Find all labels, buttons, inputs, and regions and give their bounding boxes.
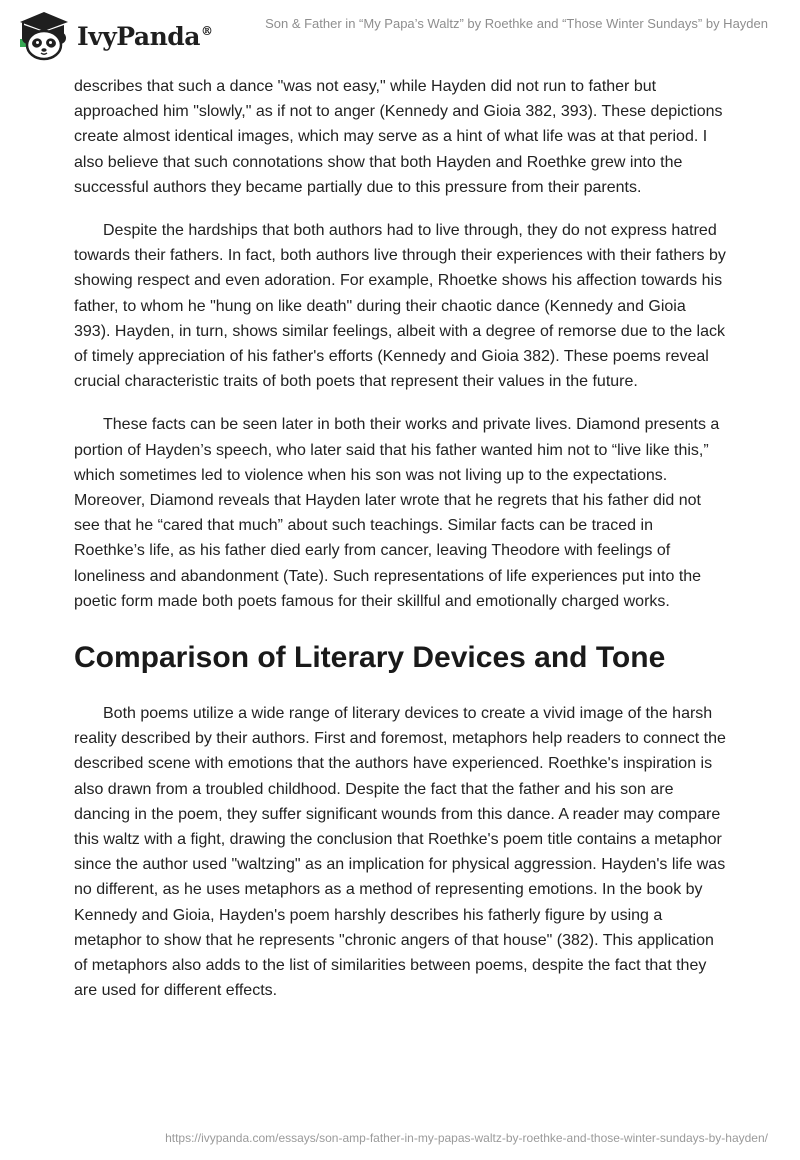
essay-content: [74, 74, 726, 1022]
document-title: Son & Father in “My Papa’s Waltz” by Roethke and “Those Winter Sundays” by Hayden: [265, 16, 768, 31]
paragraph: These facts can be seen later in both their works and private lives. Diamond presents a portion of Hayden’s speech, who later said that his father wanted him not to “live like this,” which sometimes led to violence when his son was not living up to the expectations. Moreover, Diamond reveals that Hayden later wrote that he regrets that his father did not see that he “cared that much” about such teachings. Similar facts can be traced in Roethke’s life, as his father died early from cancer, leaving Theodore with feelings of loneliness and abandonment (Tate). Such representations of life experiences put into the poetic form made both poets famous for their skillful and emotionally charged works.: [74, 416, 720, 610]
registered-mark: ®: [200, 24, 213, 39]
paragraph: Despite the hardships that both authors had to live through, they do not express hatred towards their fathers. In fact, both authors live through their experiences with their fathers by showing respect and even adoration. For example, Rhoetke shows his affection towards his father, to whom he "hung on like death" during their chaotic dance (Kennedy and Gioia 393). Hayden, in turn, shows similar feelings, albeit with a degree of remorse due to the lack of timely appreciation of his father's efforts (Kennedy and Gioia 382). These poems reveal crucial characteristic traits of both poets that represent their values in the future.: [74, 222, 726, 391]
brand-name: IvyPanda®: [77, 21, 213, 51]
paragraph-continued: describes that such a dance "was not easy," while Hayden did not run to father but approached him "slowly," as if not to anger (Kennedy and Gioia 382, 393). These depictions create almost identical images, which may serve as a hint of what life was at that period. I also believe that such connotations show that both Hayden and Roethke grew into the successful authors they became partially due to this pressure from their parents.: [74, 78, 723, 196]
panda-graduation-cap-icon: [14, 9, 74, 61]
section-heading: Comparison of Literary Devices and Tone: [74, 641, 666, 675]
paragraph: Both poems utilize a wide range of literary devices to create a vivid image of the harsh reality described by their authors. First and foremost, metaphors help readers to connect the described scene with emotions that the authors have experienced. Roethke's inspiration is also drawn from a troubled childhood. Despite the fact that the father and his son are dancing in the poem, they suffer significant wounds from this dance. A reader may compare this waltz with a fight, drawing the conclusion that Roethke's poem title contains a metaphor since the author used "waltzing" as an implication for physical aggression. Hayden's life was no different, as he uses metaphors as a method of representing emotions. In the book by Kennedy and Gioia, Hayden's poem harshly describes his fatherly figure by using a metaphor to show that he represents "chronic angers of that house" (382). This application of metaphors also adds to the list of similarities between poems, despite the fact that they are used for different effects.: [74, 705, 726, 1000]
source-url[interactable]: https://ivypanda.com/essays/son-amp-father-in-my-papas-waltz-by-roethke-and-those-winter-sundays-by-hayden/: [165, 1131, 768, 1145]
page-header: [0, 0, 800, 66]
ivypanda-logo[interactable]: [14, 9, 212, 61]
